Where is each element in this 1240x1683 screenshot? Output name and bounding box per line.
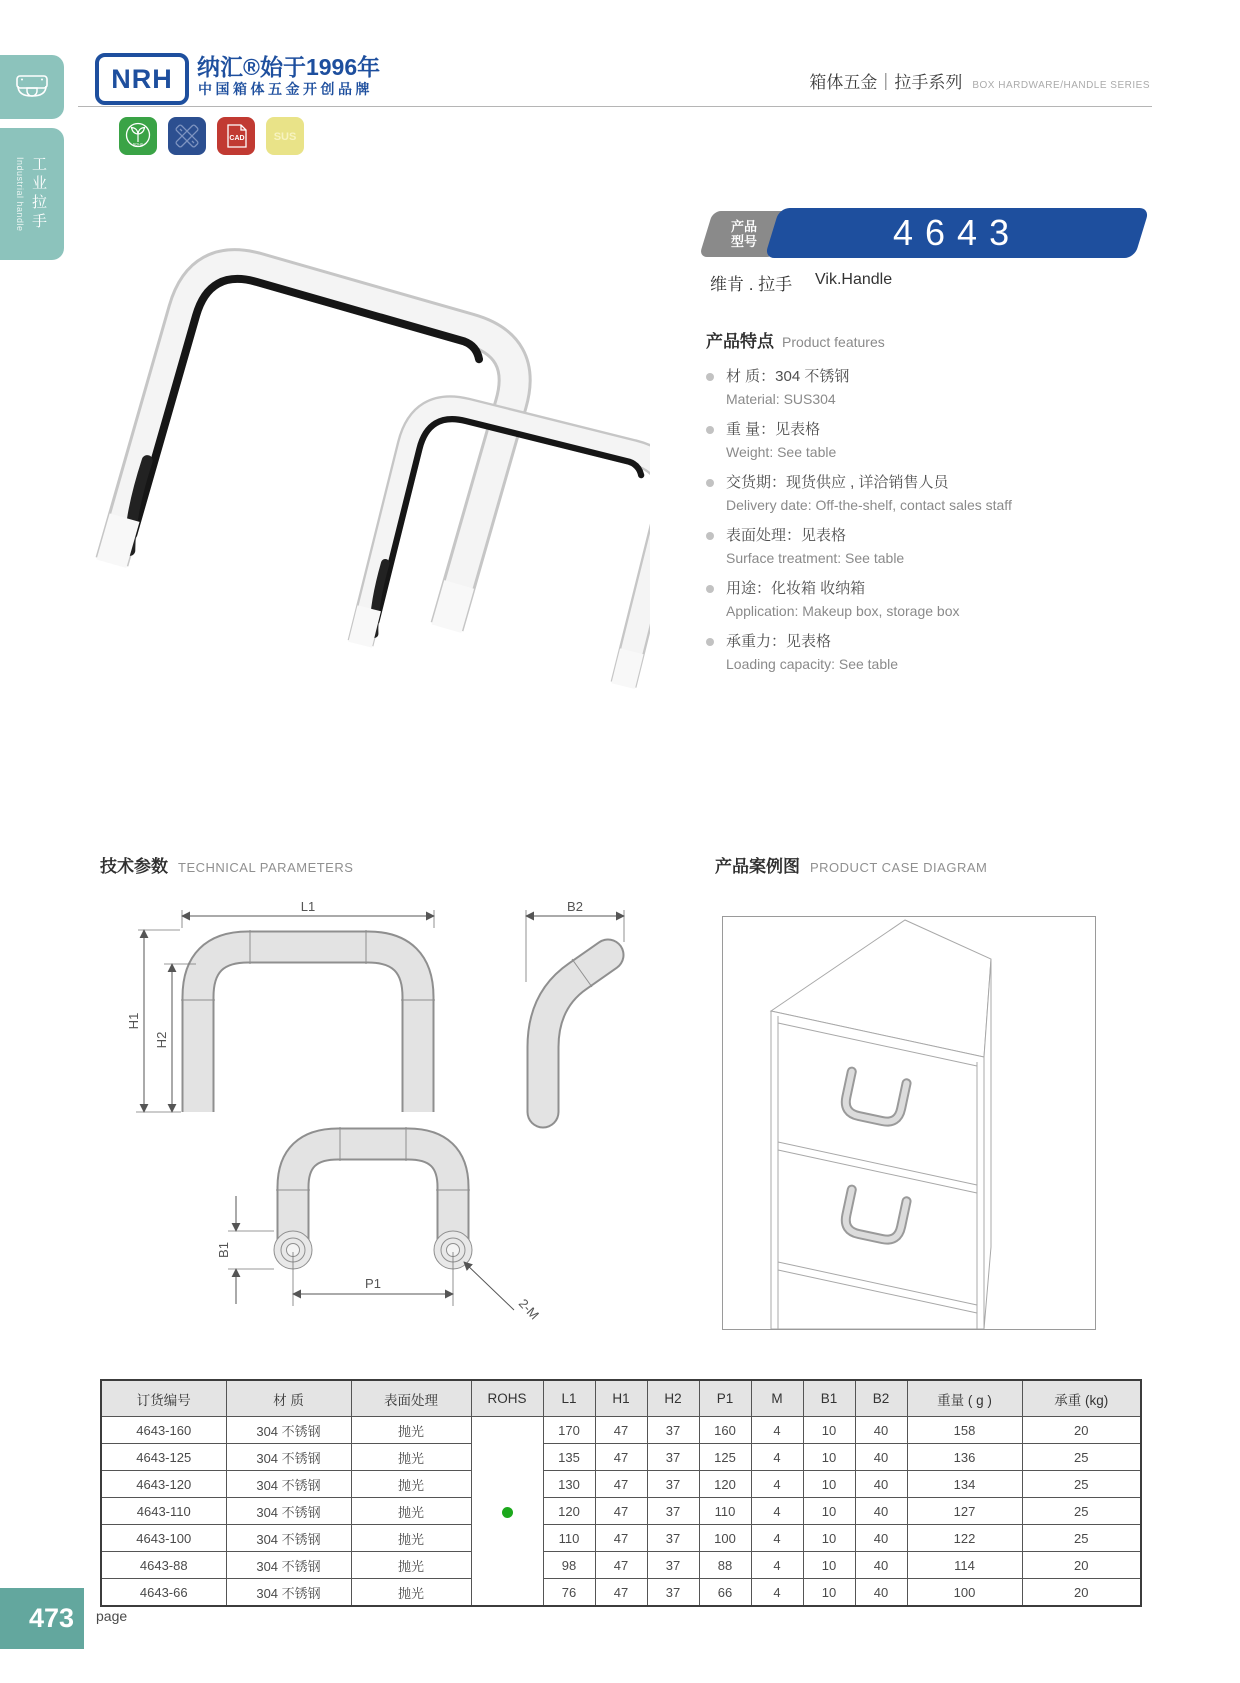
spec-cell: 4643-88 bbox=[101, 1552, 226, 1579]
spec-cell: 37 bbox=[647, 1498, 699, 1525]
case-drawing bbox=[723, 917, 1095, 1329]
brand-title: 纳汇®始于1996年 bbox=[197, 54, 381, 80]
cad-file-icon bbox=[217, 117, 255, 155]
spec-cell: 37 bbox=[647, 1579, 699, 1607]
feature-en: Weight: See table bbox=[726, 444, 837, 460]
spec-cell: 4 bbox=[751, 1525, 803, 1552]
rohs-cell bbox=[471, 1417, 543, 1607]
svg-text:SUS: SUS bbox=[273, 131, 297, 143]
product-features bbox=[706, 327, 1151, 683]
spec-row bbox=[101, 1498, 1141, 1525]
section-title-cn: 产品案例图 bbox=[715, 857, 800, 876]
spec-cell: 40 bbox=[855, 1525, 907, 1552]
feature-en: Surface treatment: See table bbox=[726, 550, 905, 566]
spec-cell: 304 不锈钢 bbox=[226, 1579, 351, 1607]
svg-text:ROHS: ROHS bbox=[132, 142, 144, 147]
section-title-cn: 技术参数 bbox=[100, 857, 168, 876]
series-title-cn: 箱体五金｜拉手系列 bbox=[809, 73, 963, 92]
brand-subtitle: 中国箱体五金开创品牌 bbox=[198, 81, 373, 97]
model-tag-line1: 产品 bbox=[730, 219, 757, 234]
spec-cell: 40 bbox=[855, 1579, 907, 1607]
product-case-diagram bbox=[722, 916, 1096, 1330]
spec-cell: 4 bbox=[751, 1552, 803, 1579]
spec-col-header: H1 bbox=[595, 1380, 647, 1417]
spec-cell: 98 bbox=[543, 1552, 595, 1579]
spec-cell: 110 bbox=[699, 1498, 751, 1525]
spec-cell: 37 bbox=[647, 1471, 699, 1498]
spec-cell: 47 bbox=[595, 1579, 647, 1607]
spec-col-header: B2 bbox=[855, 1380, 907, 1417]
cad-badge bbox=[217, 117, 255, 155]
feature-en: Material: SUS304 bbox=[726, 391, 836, 407]
spec-cell: 4 bbox=[751, 1471, 803, 1498]
badge-row bbox=[119, 117, 304, 155]
spec-cell: 4 bbox=[751, 1444, 803, 1471]
spec-cell: 170 bbox=[543, 1417, 595, 1444]
spec-cell: 66 bbox=[699, 1579, 751, 1607]
dim-label-thread: 2-M bbox=[515, 1295, 543, 1323]
spec-cell: 抛光 bbox=[351, 1444, 471, 1471]
rohs-dot bbox=[502, 1507, 513, 1518]
spec-cell: 25 bbox=[1022, 1471, 1141, 1498]
product-name-en: Vik.Handle bbox=[815, 271, 893, 288]
dim-label-b2: B2 bbox=[567, 899, 583, 914]
feature-en: Delivery date: Off-the-shelf, contact sales staff bbox=[726, 497, 1012, 513]
section-technical-parameters bbox=[100, 852, 353, 877]
dim-label-l1: L1 bbox=[300, 899, 316, 914]
spec-cell: 304 不锈钢 bbox=[226, 1471, 351, 1498]
spec-cell: 47 bbox=[595, 1525, 647, 1552]
spec-cell: 10 bbox=[803, 1498, 855, 1525]
spec-cell: 130 bbox=[543, 1471, 595, 1498]
spec-cell: 122 bbox=[907, 1525, 1022, 1552]
spec-cell: 120 bbox=[699, 1471, 751, 1498]
product-photo bbox=[95, 235, 650, 705]
header-divider bbox=[78, 106, 1152, 107]
spec-cell: 47 bbox=[595, 1417, 647, 1444]
spec-cell: 304 不锈钢 bbox=[226, 1525, 351, 1552]
spec-col-header: 表面处理 bbox=[351, 1380, 471, 1417]
feature-item bbox=[706, 471, 1151, 516]
spec-cell: 抛光 bbox=[351, 1579, 471, 1607]
eco-badge bbox=[119, 117, 157, 155]
spec-cell: 136 bbox=[907, 1444, 1022, 1471]
spec-cell: 4643-125 bbox=[101, 1444, 226, 1471]
spec-cell: 37 bbox=[647, 1552, 699, 1579]
bullet-icon bbox=[706, 638, 714, 646]
top-view bbox=[216, 1127, 542, 1322]
spec-cell: 4643-120 bbox=[101, 1471, 226, 1498]
front-view bbox=[126, 899, 435, 1112]
dim-label-p1: P1 bbox=[365, 1276, 381, 1291]
spec-cell: 10 bbox=[803, 1579, 855, 1607]
bullet-icon bbox=[706, 426, 714, 434]
technical-drawing bbox=[98, 882, 658, 1330]
feature-item bbox=[706, 365, 1151, 410]
sidebar-tab-category[interactable] bbox=[0, 55, 64, 119]
spec-cell: 40 bbox=[855, 1498, 907, 1525]
spec-cell: 10 bbox=[803, 1471, 855, 1498]
spec-cell: 20 bbox=[1022, 1552, 1141, 1579]
handle-icon bbox=[12, 72, 52, 102]
spec-row bbox=[101, 1579, 1141, 1607]
spec-cell: 47 bbox=[595, 1498, 647, 1525]
spec-cell: 25 bbox=[1022, 1444, 1141, 1471]
spec-row bbox=[101, 1525, 1141, 1552]
spec-cell: 114 bbox=[907, 1552, 1022, 1579]
spec-col-header: 订货编号 bbox=[101, 1380, 226, 1417]
tools-icon bbox=[168, 117, 206, 155]
spec-cell: 40 bbox=[855, 1552, 907, 1579]
features-title-en: Product features bbox=[782, 334, 885, 350]
spec-row bbox=[101, 1444, 1141, 1471]
spec-cell: 抛光 bbox=[351, 1498, 471, 1525]
handle-large bbox=[111, 252, 527, 657]
spec-cell: 160 bbox=[699, 1417, 751, 1444]
spec-cell: 120 bbox=[543, 1498, 595, 1525]
spec-col-header: 重量 ( g ) bbox=[907, 1380, 1022, 1417]
dim-label-h2: H2 bbox=[154, 1031, 169, 1049]
spec-cell: 304 不锈钢 bbox=[226, 1498, 351, 1525]
features-title-cn: 产品特点 bbox=[706, 332, 774, 351]
svg-text:CAD: CAD bbox=[229, 135, 245, 142]
spec-cell: 88 bbox=[699, 1552, 751, 1579]
sus-badge bbox=[266, 117, 304, 155]
sus-label bbox=[266, 117, 304, 155]
brand-logo: NRH bbox=[95, 53, 189, 105]
spec-cell: 76 bbox=[543, 1579, 595, 1607]
spec-cell: 125 bbox=[699, 1444, 751, 1471]
model-tag-line2: 型号 bbox=[730, 234, 757, 249]
spec-cell: 10 bbox=[803, 1417, 855, 1444]
page-number-badge: 473 bbox=[0, 1588, 84, 1649]
series-title-en: BOX HARDWARE/HANDLE SERIES bbox=[972, 80, 1150, 91]
spec-cell: 10 bbox=[803, 1444, 855, 1471]
sidebar-tab-industrial-handle[interactable] bbox=[0, 128, 64, 260]
spec-cell: 40 bbox=[855, 1444, 907, 1471]
spec-cell: 110 bbox=[543, 1525, 595, 1552]
spec-cell: 4 bbox=[751, 1579, 803, 1607]
spec-cell: 4 bbox=[751, 1498, 803, 1525]
spec-col-header: M bbox=[751, 1380, 803, 1417]
spec-cell: 抛光 bbox=[351, 1525, 471, 1552]
feature-cn: 用途：化妆箱 收纳箱 bbox=[706, 577, 1151, 600]
spec-cell: 100 bbox=[907, 1579, 1022, 1607]
bullet-icon bbox=[706, 585, 714, 593]
feature-item bbox=[706, 630, 1151, 675]
spec-cell: 4643-160 bbox=[101, 1417, 226, 1444]
model-number: 4643 bbox=[892, 212, 1022, 253]
sidebar-tab-label-cn: 工业拉手 bbox=[30, 156, 47, 232]
spec-cell: 158 bbox=[907, 1417, 1022, 1444]
product-name-cn: 维肯 . 拉手 bbox=[710, 275, 793, 294]
spec-cell: 10 bbox=[803, 1552, 855, 1579]
spec-cell: 37 bbox=[647, 1444, 699, 1471]
spec-cell: 4 bbox=[751, 1417, 803, 1444]
dim-label-b1: B1 bbox=[216, 1242, 231, 1258]
feature-cn: 表面处理：见表格 bbox=[706, 524, 1151, 547]
feature-item bbox=[706, 577, 1151, 622]
spec-cell: 47 bbox=[595, 1471, 647, 1498]
spec-cell: 抛光 bbox=[351, 1552, 471, 1579]
sidebar-tab-label-en: Industrial handle bbox=[15, 156, 25, 232]
section-title-en: TECHNICAL PARAMETERS bbox=[178, 860, 354, 875]
spec-cell: 20 bbox=[1022, 1417, 1141, 1444]
spec-col-header: L1 bbox=[543, 1380, 595, 1417]
section-product-case bbox=[715, 852, 987, 877]
spec-cell: 抛光 bbox=[351, 1417, 471, 1444]
bullet-icon bbox=[706, 479, 714, 487]
feature-cn: 重 量：见表格 bbox=[706, 418, 1151, 441]
spec-cell: 25 bbox=[1022, 1525, 1141, 1552]
eco-plant-icon bbox=[119, 117, 157, 155]
spec-cell: 4643-66 bbox=[101, 1579, 226, 1607]
spec-col-header: P1 bbox=[699, 1380, 751, 1417]
spec-row bbox=[101, 1552, 1141, 1579]
spec-cell: 100 bbox=[699, 1525, 751, 1552]
page-label: page bbox=[96, 1608, 128, 1624]
spec-cell: 抛光 bbox=[351, 1471, 471, 1498]
model-number-banner bbox=[764, 208, 1149, 258]
spec-cell: 10 bbox=[803, 1525, 855, 1552]
dim-label-h1: H1 bbox=[126, 1012, 141, 1030]
feature-item bbox=[706, 418, 1151, 463]
feature-en: Application: Makeup box, storage box bbox=[726, 603, 960, 619]
spec-col-header: ROHS bbox=[471, 1380, 543, 1417]
feature-en: Loading capacity: See table bbox=[726, 656, 899, 672]
spec-cell: 304 不锈钢 bbox=[226, 1417, 351, 1444]
design-badge bbox=[168, 117, 206, 155]
spec-cell: 47 bbox=[595, 1444, 647, 1471]
spec-cell: 127 bbox=[907, 1498, 1022, 1525]
spec-col-header: H2 bbox=[647, 1380, 699, 1417]
feature-cn: 交货期：现货供应 , 详洽销售人员 bbox=[706, 471, 1151, 494]
spec-cell: 47 bbox=[595, 1552, 647, 1579]
bullet-icon bbox=[706, 373, 714, 381]
spec-col-header: B1 bbox=[803, 1380, 855, 1417]
spec-cell: 20 bbox=[1022, 1579, 1141, 1607]
spec-cell: 37 bbox=[647, 1525, 699, 1552]
spec-cell: 40 bbox=[855, 1471, 907, 1498]
spec-cell: 304 不锈钢 bbox=[226, 1552, 351, 1579]
spec-cell: 4643-110 bbox=[101, 1498, 226, 1525]
side-view bbox=[526, 899, 624, 1112]
spec-table bbox=[100, 1379, 1142, 1607]
spec-cell: 4643-100 bbox=[101, 1525, 226, 1552]
feature-item bbox=[706, 524, 1151, 569]
spec-row bbox=[101, 1471, 1141, 1498]
spec-cell: 304 不锈钢 bbox=[226, 1444, 351, 1471]
section-title-en: PRODUCT CASE DIAGRAM bbox=[810, 860, 988, 875]
spec-cell: 37 bbox=[647, 1417, 699, 1444]
feature-cn: 材 质：304 不锈钢 bbox=[706, 365, 1151, 388]
series-header bbox=[809, 68, 1150, 93]
spec-row bbox=[101, 1417, 1141, 1444]
feature-cn: 承重力：见表格 bbox=[706, 630, 1151, 653]
spec-col-header: 材 质 bbox=[226, 1380, 351, 1417]
bullet-icon bbox=[706, 532, 714, 540]
spec-header-row bbox=[101, 1380, 1141, 1417]
spec-cell: 25 bbox=[1022, 1498, 1141, 1525]
spec-cell: 135 bbox=[543, 1444, 595, 1471]
spec-cell: 134 bbox=[907, 1471, 1022, 1498]
spec-col-header: 承重 (kg) bbox=[1022, 1380, 1141, 1417]
spec-cell: 40 bbox=[855, 1417, 907, 1444]
